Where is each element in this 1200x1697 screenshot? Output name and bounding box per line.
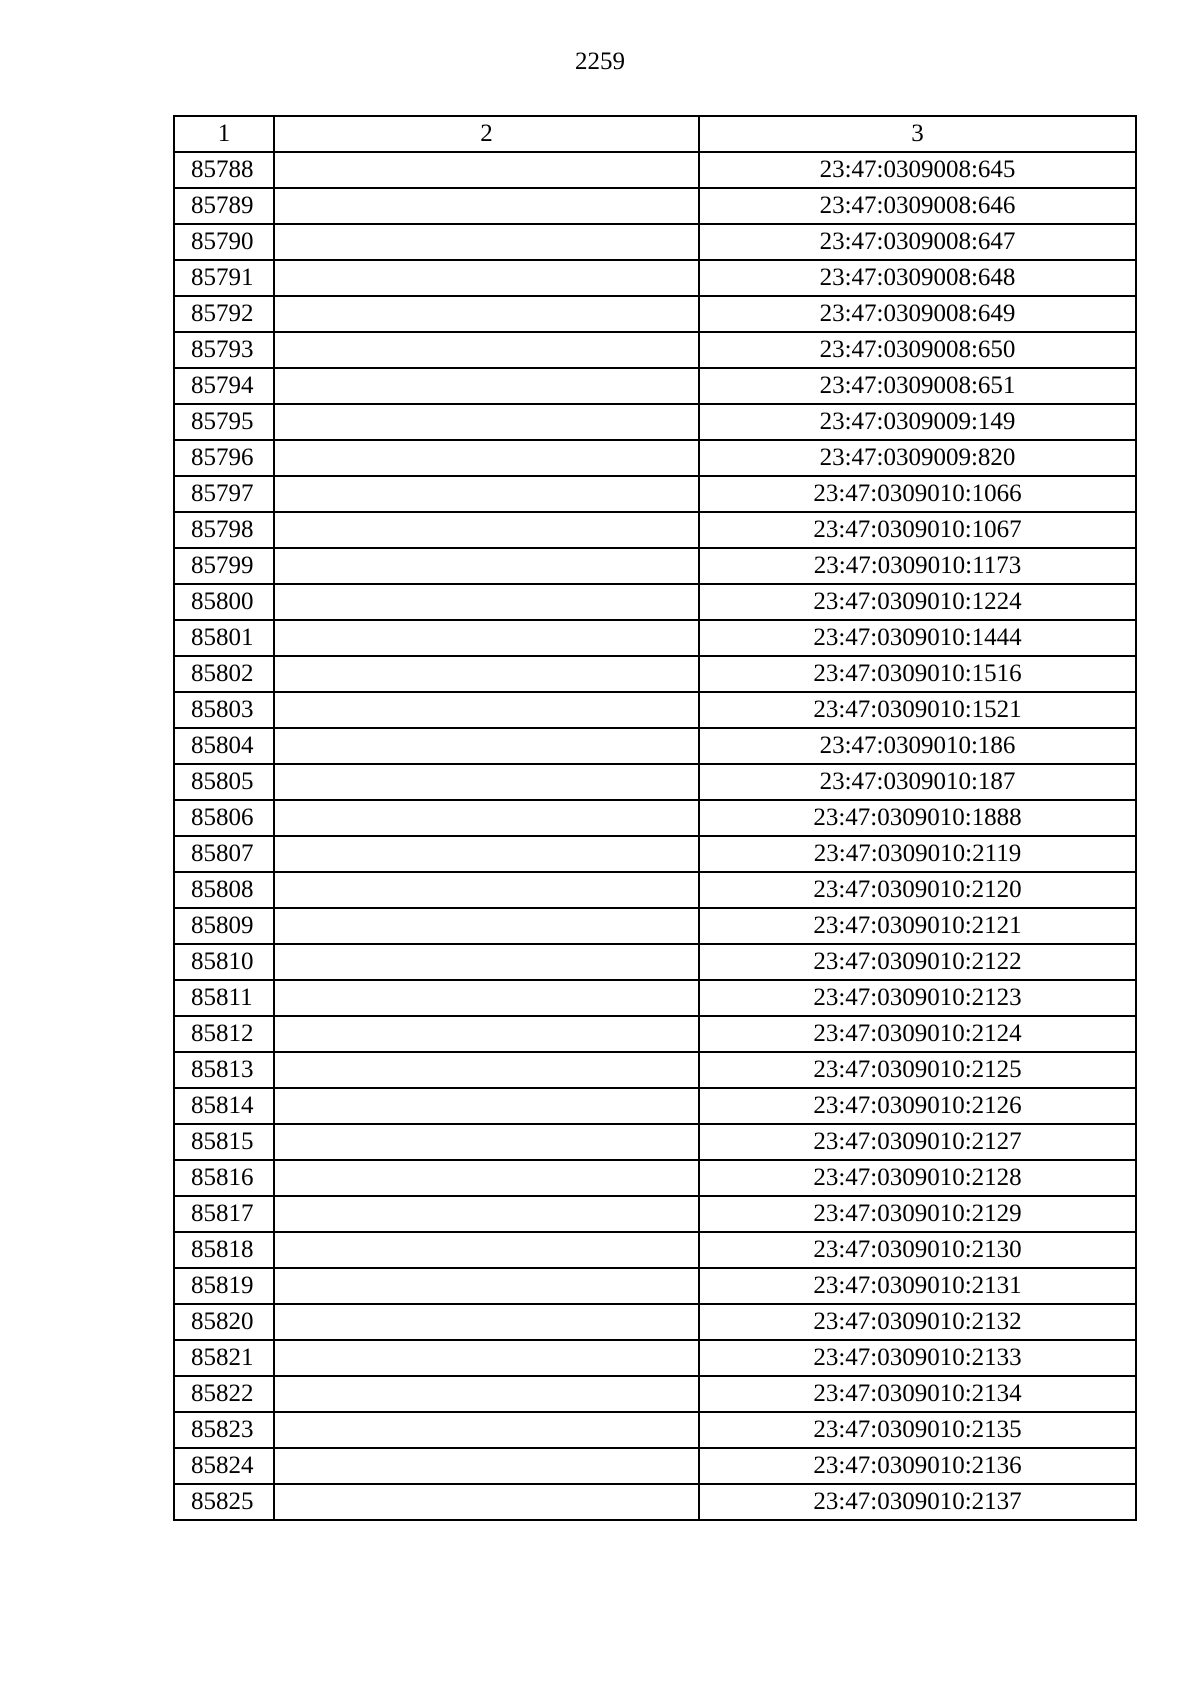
cadastral-number-cell: 23:47:0309010:2123 (699, 980, 1136, 1016)
cadastral-number-cell: 23:47:0309010:2130 (699, 1232, 1136, 1268)
column-header-2: 2 (274, 116, 699, 152)
row-number-cell: 85795 (174, 404, 274, 440)
registry-table (173, 115, 1137, 1521)
name-cell (274, 656, 699, 692)
cadastral-number-cell: 23:47:0309008:647 (699, 224, 1136, 260)
header-row (174, 116, 1136, 152)
name-cell (274, 1052, 699, 1088)
row-number-cell: 85794 (174, 368, 274, 404)
column-header-1: 1 (174, 116, 274, 152)
cadastral-number-cell: 23:47:0309008:649 (699, 296, 1136, 332)
name-cell (274, 980, 699, 1016)
table-row (174, 1124, 1136, 1160)
row-number-cell: 85822 (174, 1376, 274, 1412)
name-cell (274, 368, 699, 404)
row-number-cell: 85807 (174, 836, 274, 872)
table-row (174, 800, 1136, 836)
cadastral-number-cell: 23:47:0309008:650 (699, 332, 1136, 368)
cadastral-number-cell: 23:47:0309010:2127 (699, 1124, 1136, 1160)
table-row (174, 872, 1136, 908)
row-number-cell: 85809 (174, 908, 274, 944)
page-number: 2259 (575, 48, 625, 75)
cadastral-number-cell: 23:47:0309010:2125 (699, 1052, 1136, 1088)
cadastral-number-cell: 23:47:0309008:646 (699, 188, 1136, 224)
name-cell (274, 1016, 699, 1052)
name-cell (274, 440, 699, 476)
name-cell (274, 1412, 699, 1448)
name-cell (274, 1088, 699, 1124)
table-row (174, 1448, 1136, 1484)
row-number-cell: 85790 (174, 224, 274, 260)
table-row (174, 1088, 1136, 1124)
row-number-cell: 85810 (174, 944, 274, 980)
row-number-cell: 85811 (174, 980, 274, 1016)
table-row (174, 1484, 1136, 1520)
table-row (174, 476, 1136, 512)
row-number-cell: 85797 (174, 476, 274, 512)
name-cell (274, 1304, 699, 1340)
name-cell (274, 692, 699, 728)
row-number-cell: 85805 (174, 764, 274, 800)
cadastral-number-cell: 23:47:0309010:1067 (699, 512, 1136, 548)
name-cell (274, 872, 699, 908)
row-number-cell: 85824 (174, 1448, 274, 1484)
table-body (174, 152, 1136, 1520)
row-number-cell: 85812 (174, 1016, 274, 1052)
cadastral-number-cell: 23:47:0309010:2131 (699, 1268, 1136, 1304)
row-number-cell: 85800 (174, 584, 274, 620)
table-row (174, 656, 1136, 692)
cadastral-number-cell: 23:47:0309008:645 (699, 152, 1136, 188)
table-row (174, 584, 1136, 620)
cadastral-number-cell: 23:47:0309010:1444 (699, 620, 1136, 656)
cadastral-number-cell: 23:47:0309010:2122 (699, 944, 1136, 980)
cadastral-number-cell: 23:47:0309010:2129 (699, 1196, 1136, 1232)
name-cell (274, 1448, 699, 1484)
table-row (174, 152, 1136, 188)
name-cell (274, 800, 699, 836)
name-cell (274, 1376, 699, 1412)
name-cell (274, 152, 699, 188)
row-number-cell: 85814 (174, 1088, 274, 1124)
row-number-cell: 85816 (174, 1160, 274, 1196)
cadastral-number-cell: 23:47:0309010:2121 (699, 908, 1136, 944)
row-number-cell: 85798 (174, 512, 274, 548)
name-cell (274, 620, 699, 656)
table-row (174, 1268, 1136, 1304)
table-row (174, 764, 1136, 800)
row-number-cell: 85803 (174, 692, 274, 728)
name-cell (274, 908, 699, 944)
cadastral-number-cell: 23:47:0309009:820 (699, 440, 1136, 476)
table-row (174, 548, 1136, 584)
table-row (174, 512, 1136, 548)
row-number-cell: 85792 (174, 296, 274, 332)
row-number-cell: 85788 (174, 152, 274, 188)
name-cell (274, 1268, 699, 1304)
name-cell (274, 404, 699, 440)
name-cell (274, 332, 699, 368)
cadastral-number-cell: 23:47:0309008:651 (699, 368, 1136, 404)
table-row (174, 728, 1136, 764)
name-cell (274, 1340, 699, 1376)
name-cell (274, 944, 699, 980)
table-row (174, 1232, 1136, 1268)
row-number-cell: 85818 (174, 1232, 274, 1268)
cadastral-number-cell: 23:47:0309010:186 (699, 728, 1136, 764)
row-number-cell: 85823 (174, 1412, 274, 1448)
table-row (174, 296, 1136, 332)
table-row (174, 1052, 1136, 1088)
cadastral-number-cell: 23:47:0309010:1224 (699, 584, 1136, 620)
table-row (174, 836, 1136, 872)
table-row (174, 188, 1136, 224)
name-cell (274, 188, 699, 224)
row-number-cell: 85799 (174, 548, 274, 584)
table-row (174, 440, 1136, 476)
cadastral-number-cell: 23:47:0309010:2133 (699, 1340, 1136, 1376)
cadastral-number-cell: 23:47:0309010:2128 (699, 1160, 1136, 1196)
name-cell (274, 260, 699, 296)
table-row (174, 404, 1136, 440)
table-row (174, 1160, 1136, 1196)
column-header-3: 3 (699, 116, 1136, 152)
table-row (174, 692, 1136, 728)
row-number-cell: 85802 (174, 656, 274, 692)
table-row (174, 1412, 1136, 1448)
table-header (174, 116, 1136, 152)
cadastral-number-cell: 23:47:0309008:648 (699, 260, 1136, 296)
row-number-cell: 85796 (174, 440, 274, 476)
row-number-cell: 85819 (174, 1268, 274, 1304)
name-cell (274, 1160, 699, 1196)
name-cell (274, 728, 699, 764)
table-row (174, 944, 1136, 980)
row-number-cell: 85789 (174, 188, 274, 224)
table-row (174, 368, 1136, 404)
table-row (174, 332, 1136, 368)
cadastral-number-cell: 23:47:0309010:1173 (699, 548, 1136, 584)
row-number-cell: 85806 (174, 800, 274, 836)
table-row (174, 1016, 1136, 1052)
row-number-cell: 85793 (174, 332, 274, 368)
cadastral-number-cell: 23:47:0309010:2137 (699, 1484, 1136, 1520)
name-cell (274, 1484, 699, 1520)
cadastral-number-cell: 23:47:0309010:2119 (699, 836, 1136, 872)
cadastral-number-cell: 23:47:0309010:1066 (699, 476, 1136, 512)
name-cell (274, 1124, 699, 1160)
row-number-cell: 85815 (174, 1124, 274, 1160)
table-row (174, 260, 1136, 296)
name-cell (274, 512, 699, 548)
row-number-cell: 85813 (174, 1052, 274, 1088)
cadastral-number-cell: 23:47:0309010:187 (699, 764, 1136, 800)
cadastral-number-cell: 23:47:0309010:1521 (699, 692, 1136, 728)
table-row (174, 980, 1136, 1016)
table-row (174, 1340, 1136, 1376)
name-cell (274, 224, 699, 260)
table-row (174, 908, 1136, 944)
name-cell (274, 1232, 699, 1268)
cadastral-number-cell: 23:47:0309010:2132 (699, 1304, 1136, 1340)
cadastral-number-cell: 23:47:0309010:2124 (699, 1016, 1136, 1052)
row-number-cell: 85821 (174, 1340, 274, 1376)
name-cell (274, 1196, 699, 1232)
row-number-cell: 85820 (174, 1304, 274, 1340)
cadastral-number-cell: 23:47:0309010:2136 (699, 1448, 1136, 1484)
cadastral-number-cell: 23:47:0309009:149 (699, 404, 1136, 440)
table-row (174, 1376, 1136, 1412)
row-number-cell: 85804 (174, 728, 274, 764)
cadastral-number-cell: 23:47:0309010:1888 (699, 800, 1136, 836)
cadastral-number-cell: 23:47:0309010:2134 (699, 1376, 1136, 1412)
row-number-cell: 85808 (174, 872, 274, 908)
cadastral-number-cell: 23:47:0309010:2135 (699, 1412, 1136, 1448)
table-row (174, 620, 1136, 656)
row-number-cell: 85825 (174, 1484, 274, 1520)
name-cell (274, 548, 699, 584)
cadastral-number-cell: 23:47:0309010:2120 (699, 872, 1136, 908)
table-row (174, 224, 1136, 260)
name-cell (274, 836, 699, 872)
name-cell (274, 764, 699, 800)
row-number-cell: 85801 (174, 620, 274, 656)
row-number-cell: 85817 (174, 1196, 274, 1232)
cadastral-number-cell: 23:47:0309010:1516 (699, 656, 1136, 692)
name-cell (274, 296, 699, 332)
name-cell (274, 476, 699, 512)
table-row (174, 1304, 1136, 1340)
row-number-cell: 85791 (174, 260, 274, 296)
name-cell (274, 584, 699, 620)
table-row (174, 1196, 1136, 1232)
cadastral-number-cell: 23:47:0309010:2126 (699, 1088, 1136, 1124)
